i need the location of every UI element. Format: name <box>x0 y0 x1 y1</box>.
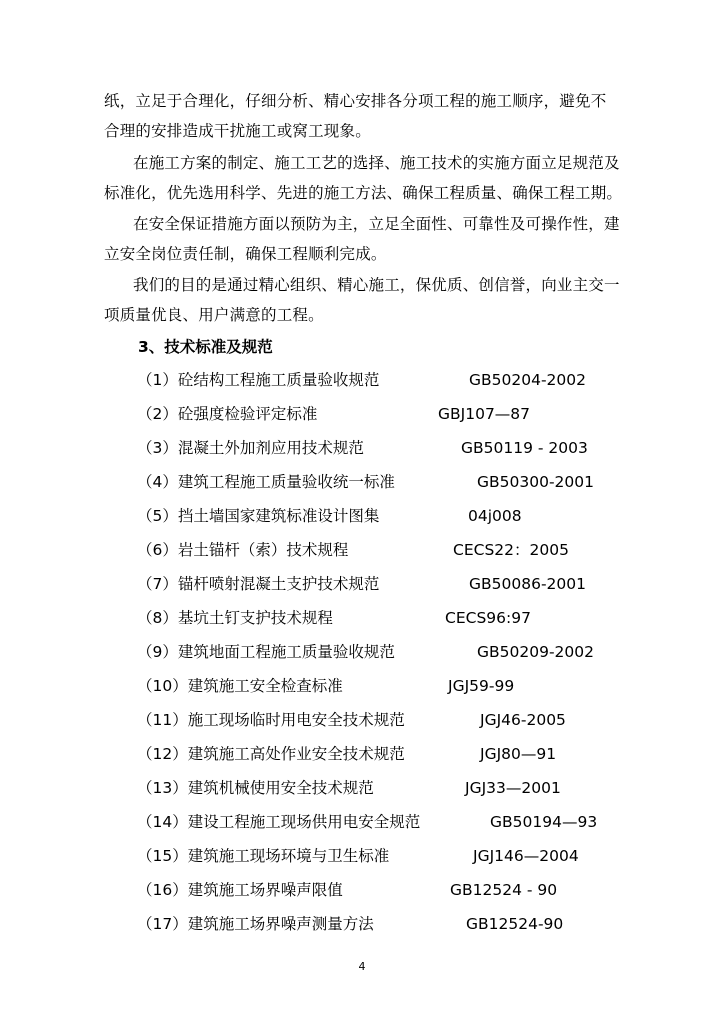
paragraph-3-line-2: 立安全岗位责任制，确保工程顺利完成。 <box>104 245 387 263</box>
standard-code: GB50204-2002 <box>469 371 586 389</box>
standard-name: （1）砼结构工程施工质量验收规范 <box>137 371 380 389</box>
standard-code: GB50194—93 <box>490 813 598 831</box>
section-heading: 3、技术标准及规范 <box>138 338 273 356</box>
standard-code: 04j008 <box>468 507 522 525</box>
standard-code: GBJ107—87 <box>438 405 531 423</box>
standard-code: GB50209-2002 <box>477 643 594 661</box>
standard-name: （12）建筑施工高处作业安全技术规范 <box>137 745 405 763</box>
page-number: 4 <box>358 960 366 973</box>
standard-code: JGJ80—91 <box>480 745 557 763</box>
standard-name: （5）挡土墙国家建筑标准设计图集 <box>137 507 380 525</box>
paragraph-2-line-2: 标准化，优先选用科学、先进的施工方法、确保工程质量、确保工程工期。 <box>104 184 623 202</box>
standard-code: JGJ46-2005 <box>480 711 566 729</box>
standard-name: （9）建筑地面工程施工质量验收规范 <box>137 643 395 661</box>
standard-name: （17）建筑施工场界噪声测量方法 <box>137 915 374 933</box>
standard-name: （13）建筑机械使用安全技术规范 <box>137 779 374 797</box>
standard-name: （8）基坑土钉支护技术规程 <box>137 609 333 627</box>
standard-name: （11）施工现场临时用电安全技术规范 <box>137 711 405 729</box>
standard-code: CECS22：2005 <box>453 541 569 559</box>
standard-code: GB50086-2001 <box>469 575 586 593</box>
standard-name: （6）岩土锚杆（索）技术规程 <box>137 541 349 559</box>
paragraph-1-line-1: 纸，立足于合理化，仔细分析、精心安排各分项工程的施工顺序，避免不 <box>104 92 607 110</box>
standard-code: JGJ33—2001 <box>465 779 561 797</box>
standard-name: （3）混凝土外加剂应用技术规范 <box>137 439 364 457</box>
standard-code: GB50300-2001 <box>477 473 594 491</box>
standard-code: GB12524 - 90 <box>450 881 558 899</box>
standard-name: （7）锚杆喷射混凝土支护技术规范 <box>137 575 380 593</box>
standard-name: （16）建筑施工场界噪声限值 <box>137 881 343 899</box>
standard-code: JGJ59-99 <box>448 677 515 695</box>
standard-name: （2）砼强度检验评定标准 <box>137 405 318 423</box>
standard-name: （15）建筑施工现场环境与卫生标准 <box>137 847 390 865</box>
paragraph-2-line-1: 在施工方案的制定、施工工艺的选择、施工技术的实施方面立足规范及 <box>133 154 620 172</box>
standard-name: （4）建筑工程施工质量验收统一标准 <box>137 473 395 491</box>
standard-code: GB50119 - 2003 <box>461 439 588 457</box>
standard-name: （14）建设工程施工现场供用电安全规范 <box>137 813 421 831</box>
standard-code: CECS96:97 <box>445 609 531 627</box>
paragraph-3-line-1: 在安全保证措施方面以预防为主，立足全面性、可靠性及可操作性，建 <box>133 215 620 233</box>
standard-code: JGJ146—2004 <box>473 847 579 865</box>
standard-name: （10）建筑施工安全检查标准 <box>137 677 343 695</box>
paragraph-1-line-2: 合理的安排造成干扰施工或窝工现象。 <box>104 122 371 140</box>
paragraph-4-line-1: 我们的目的是通过精心组织、精心施工，保优质、创信誉，向业主交一 <box>133 276 620 294</box>
standard-code: GB12524-90 <box>466 915 564 933</box>
paragraph-4-line-2: 项质量优良、用户满意的工程。 <box>104 306 324 324</box>
